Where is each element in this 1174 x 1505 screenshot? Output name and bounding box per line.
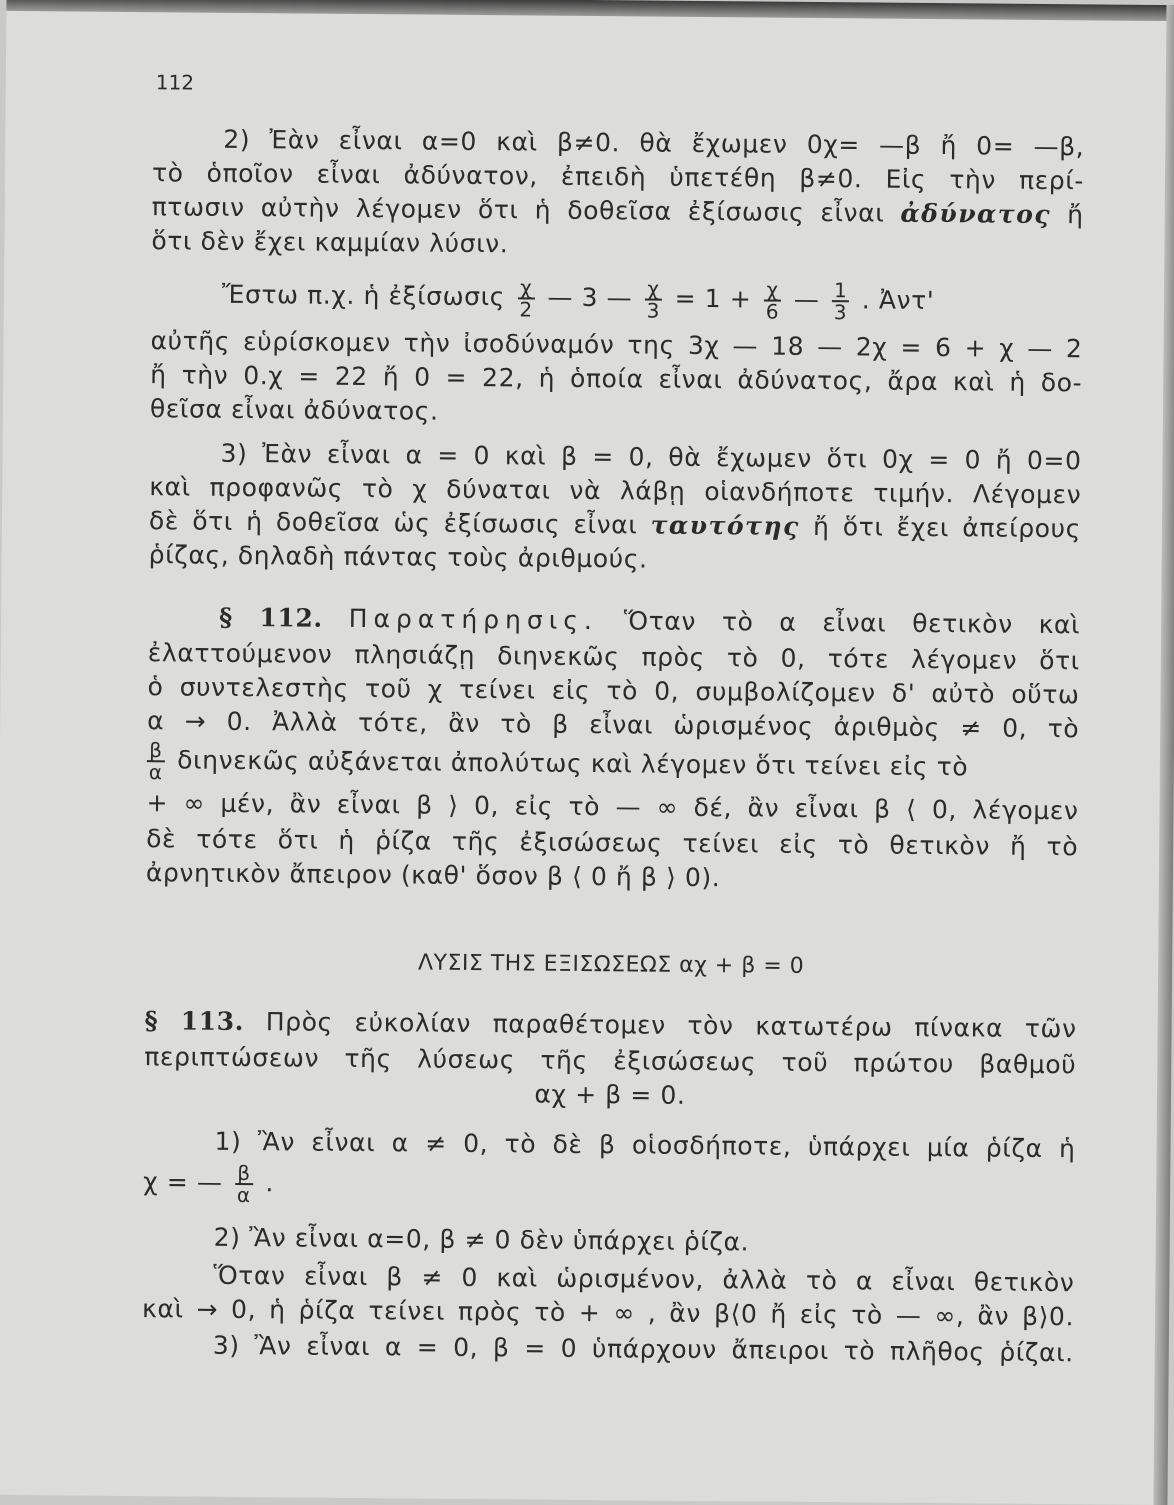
example-part-3: = 1 + bbox=[674, 283, 752, 314]
case2-line-4: ὅτι δὲν ἔχει καμμίαν λύσιν. bbox=[151, 226, 509, 259]
frac4-num: 1 bbox=[833, 278, 848, 303]
case3-line-1: 3) Ἐὰν εἶναι α = 0 καὶ β = 0, θὰ ἔχωμεν ὅτι 0χ = 0 ἤ 0=0 bbox=[220, 438, 1082, 476]
frac3-num: χ bbox=[764, 280, 782, 302]
example-line-3: ἤ τὴν 0.χ = 22 ἤ 0 = 22, ἡ ὁποία εἶναι ἀδύνατος, ἄρα καὶ ἡ δο- bbox=[150, 360, 1083, 398]
frac2-den: 3 bbox=[646, 298, 661, 323]
example-line-2: αὐτῆς εὑρίσκομεν τὴν ἰσοδύναμόν της 3χ — 18 — 2χ = 6 + χ — 2 bbox=[150, 326, 1083, 364]
case3-line-2: καὶ προφανῶς τὸ χ δύναται νὰ λάβῃ οἱανδήποτε τιμήν. Λέγομεν bbox=[149, 472, 1082, 510]
s113-line-1-rest: Πρὸς εὐκολίαν παραθέτομεν τὸν κατωτέρω πίνακα τῶν bbox=[265, 1007, 1077, 1044]
s112-line-3: ὁ συντελεστὴς τοῦ χ τείνει εἰς τὸ 0, συμβολίζομεν δ' αὐτὸ οὕτω bbox=[147, 672, 1080, 710]
s113-line-1 bbox=[144, 1004, 1076, 1046]
s113-case-1-root bbox=[143, 1162, 1075, 1212]
term-adynatos: ἀδύνατος bbox=[900, 198, 1052, 230]
case3-line-4: ῥίζας, δηλαδὴ πάντας τοὺς ἀριθμούς. bbox=[148, 540, 648, 574]
section-112-number: § 112. bbox=[219, 602, 323, 633]
case2-line-1: 2) Ἐὰν εἶναι α=0 καὶ β≠0. θὰ ἔχωμεν 0χ= —β ἤ 0= —β, bbox=[223, 124, 1085, 162]
case2-line-2: τὸ ὁποῖον εἶναι ἀδύνατον, ἐπειδὴ ὑπετέθη β≠0. Εἰς τὴν περί- bbox=[151, 158, 1085, 196]
root-lhs: χ = — bbox=[143, 1167, 223, 1197]
page-top-shadow bbox=[6, 0, 1174, 21]
s112-line-7: δὲ τότε ὅτι ἡ ῥίζα τῆς ἐξισώσεως τείνει εἰς τὸ θετικὸν ἤ τὸ bbox=[146, 824, 1079, 862]
example-line-4: θεῖσα εἶναι ἀδύνατος. bbox=[149, 394, 439, 426]
fraction-x-over-6 bbox=[764, 277, 782, 324]
s112-line-5 bbox=[147, 740, 1079, 790]
s113-case-2c: καὶ → 0, ἡ ῥίζα τείνει πρὸς τὸ + ∞ , ἂν β⟨0 ἤ εἰς τὸ — ∞, ἂν β⟩0. bbox=[141, 1294, 1075, 1332]
fraction-x-over-3 bbox=[645, 276, 663, 323]
s112-line-1 bbox=[219, 601, 1080, 643]
example-part-5: . Ἀντ' bbox=[861, 285, 935, 316]
example-part-4: — bbox=[793, 284, 820, 315]
s113-case-3: 3) Ἂν εἶναι α = 0, β = 0 ὑπάρχουν ἄπειροι τὸ πλῆθος ῥίζαι. bbox=[212, 1330, 1074, 1368]
fraction-beta-over-alpha bbox=[147, 738, 165, 785]
fraction-1-over-3 bbox=[832, 278, 850, 325]
example-intro: Ἔστω π.χ. ἡ ἐξίσωσις bbox=[221, 279, 506, 312]
case2-line-3-text: πτωσιν αὐτὴν λέγομεν ὅτι ἡ δοθεῖσα ἐξίσωσις εἶναι bbox=[151, 192, 885, 228]
s112-line-1-rest: Ὅταν τὸ α εἶναι θετικὸν καὶ bbox=[623, 606, 1081, 640]
case3-line-3-text: δὲ ὅτι ἡ δοθεῖσα ὡς ἐξίσωσις εἶναι bbox=[148, 506, 638, 540]
page-right-edge bbox=[1153, 5, 1174, 1505]
s112-frac-den: α bbox=[148, 760, 163, 785]
frac1-num: χ bbox=[518, 277, 536, 299]
s112-frac-num: β bbox=[147, 740, 165, 762]
root-end: . bbox=[265, 1168, 275, 1198]
example-equation-line bbox=[222, 275, 1083, 325]
example-part-2: — 3 — bbox=[547, 282, 633, 313]
frac3-den: 6 bbox=[765, 299, 780, 324]
s113-case-2: 2) Ἂν εἶναι α=0, β ≠ 0 δὲν ὑπάρχει ῥίζα. bbox=[213, 1222, 750, 1257]
term-tautotis: ταυτότης bbox=[650, 510, 800, 541]
section-heading: ΛΥΣΙΣ ΤΗΣ ΕΞΙΣΩΣΕΩΣ αχ + β = 0 bbox=[417, 950, 805, 979]
s112-line-5-text: διηνεκῶς αὐξάνεται ἀπολύτως καὶ λέγομεν ὅτι τείνει εἰς τὸ bbox=[177, 745, 969, 782]
s112-line-8: ἀρνητικὸν ἄπειρον (καθ' ὅσον β ⟨ 0 ἤ β ⟩ 0). bbox=[145, 858, 721, 893]
s112-line-4: α → 0. Ἀλλὰ τότε, ἂν τὸ β εἶναι ὡρισμένος ἀριθμὸς ≠ 0, τὸ bbox=[147, 706, 1080, 744]
frac4-den: 3 bbox=[833, 300, 848, 325]
case3-line-3-end: ἤ ὅτι ἔχει ἀπείρους bbox=[812, 511, 1082, 544]
root-frac-den: α bbox=[236, 1182, 251, 1208]
fraction-root-beta-alpha bbox=[235, 1160, 253, 1208]
section-113-number: § 113. bbox=[144, 1006, 245, 1037]
frac2-num: χ bbox=[645, 278, 663, 300]
s113-equation: αχ + β = 0. bbox=[534, 1079, 686, 1110]
s113-line-2: περιπτώσεων τῆς λύσεως τῆς ἐξισώσεως τοῦ πρώτου βαθμοῦ bbox=[144, 1042, 1077, 1080]
s112-line-2: ἐλαττούμενον πλησιάζῃ διηνεκῶς πρὸς τὸ 0, τότε λέγομεν ὅτι bbox=[147, 638, 1080, 676]
root-frac-num: β bbox=[235, 1163, 253, 1185]
s113-case-2b: Ὅταν εἶναι β ≠ 0 καὶ ὡρισμένον, ἀλλὰ τὸ α εἶναι θετικὸν bbox=[213, 1260, 1075, 1298]
s113-case-1: 1) Ἂν εἶναι α ≠ 0, τὸ δὲ β οἱοσδήποτε, ὑπάρχει μία ῥίζα ἡ bbox=[214, 1126, 1076, 1164]
fraction-x-over-2 bbox=[517, 275, 535, 322]
frac1-den: 2 bbox=[519, 297, 533, 322]
case2-line-3-end: ἤ bbox=[1067, 200, 1084, 230]
section-112-title: Παρατήρησις. bbox=[348, 603, 599, 636]
s112-line-6: + ∞ μέν, ἂν εἶναι β ⟩ 0, εἰς τὸ — ∞ δέ, ἂν εἶναι β ⟨ 0, λέγομεν bbox=[146, 788, 1079, 826]
page-number: 112 bbox=[155, 70, 195, 95]
